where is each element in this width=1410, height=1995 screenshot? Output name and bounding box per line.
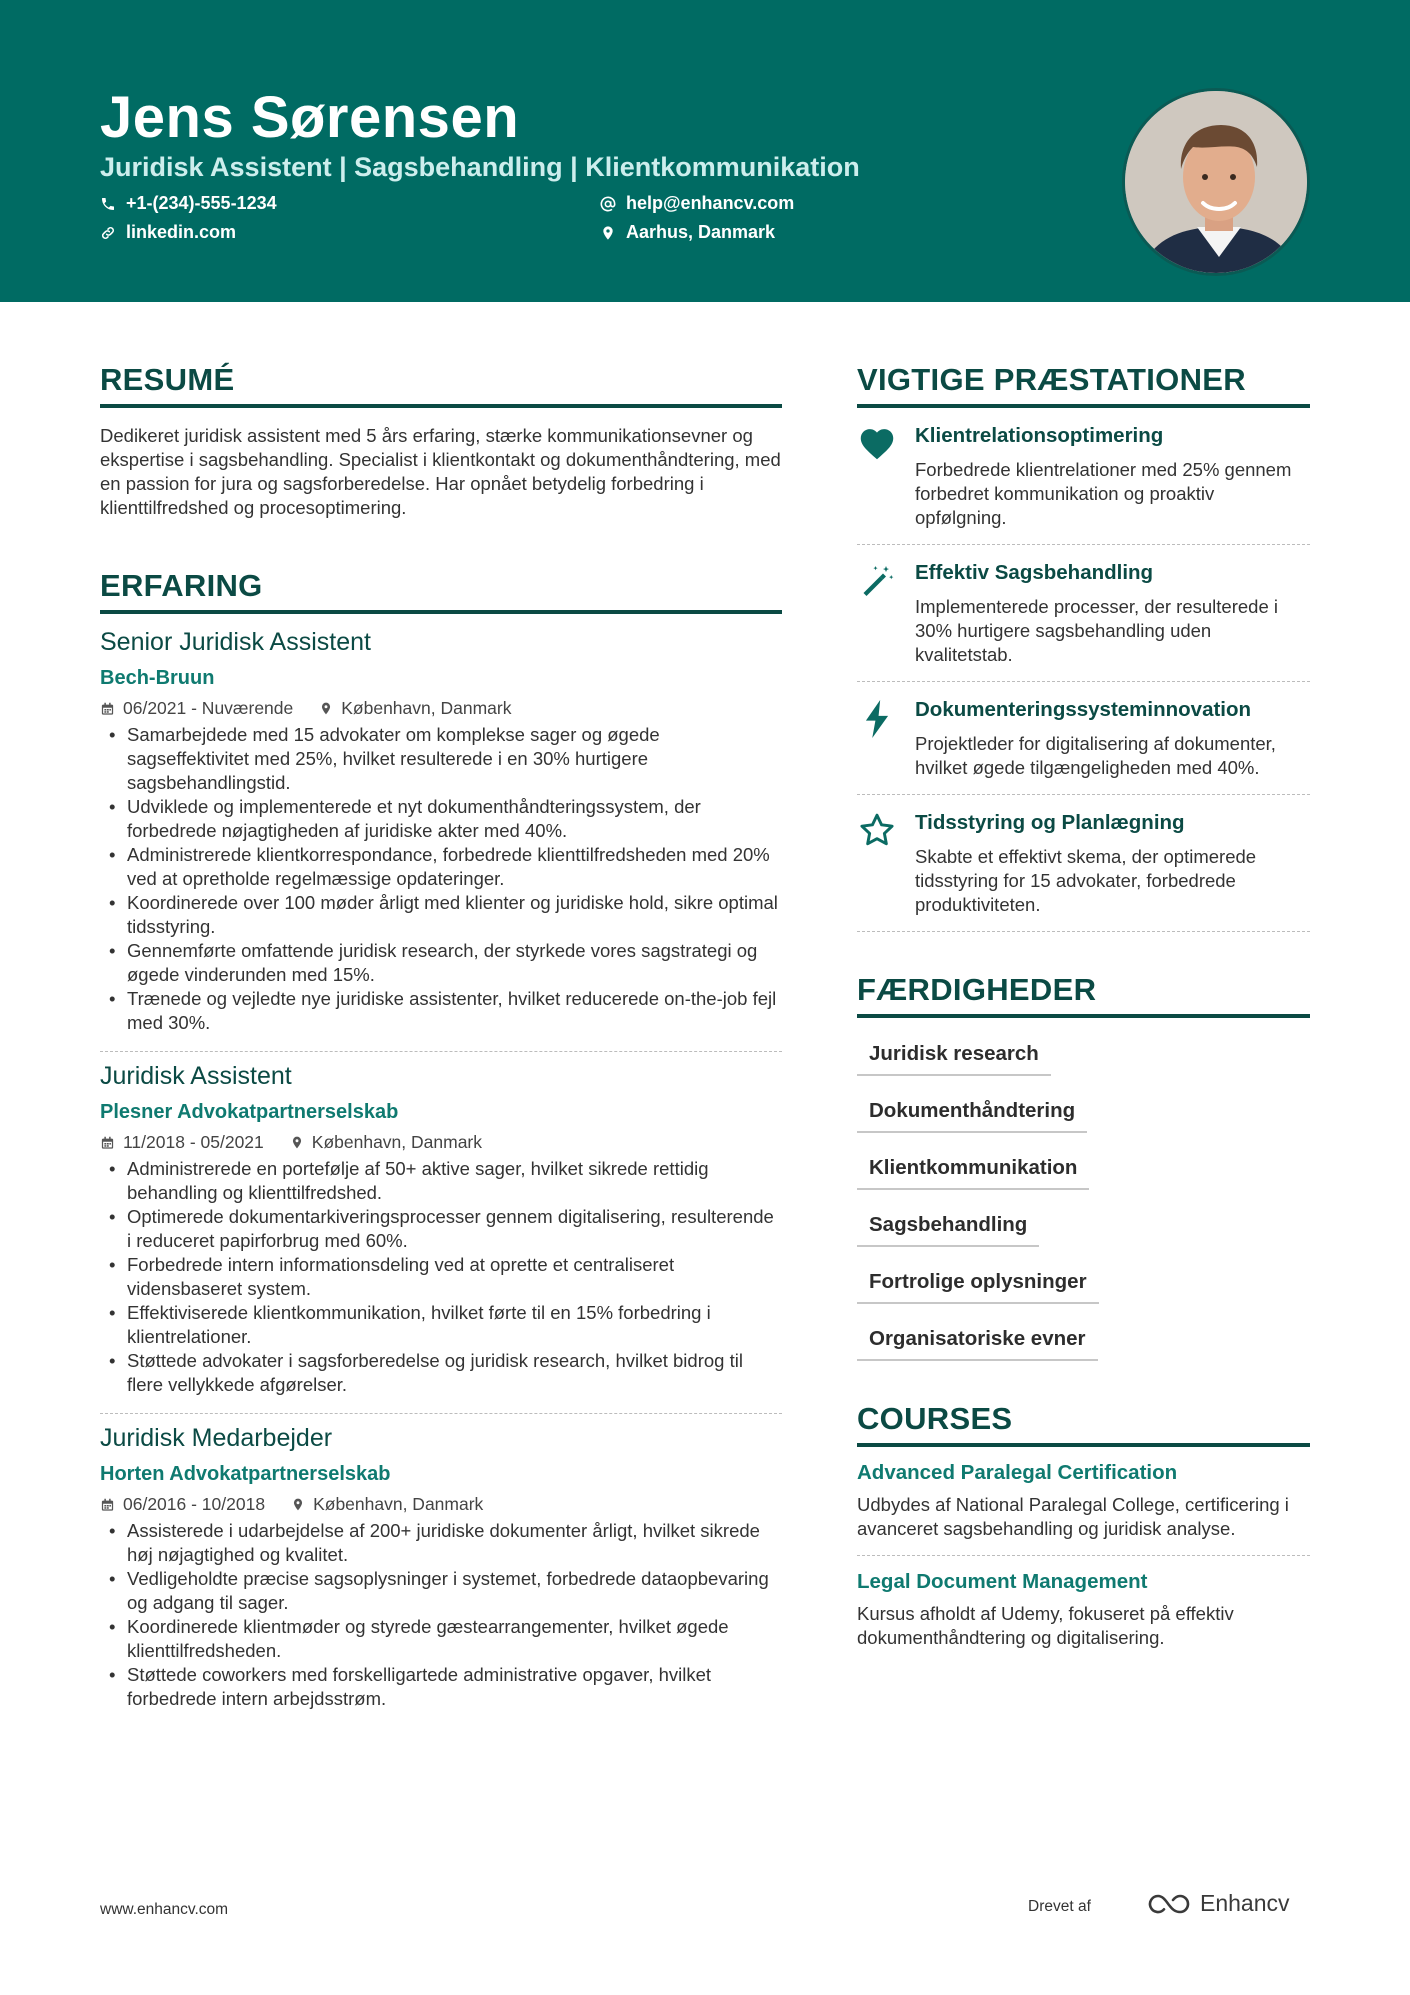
company-name: Bech-Bruun xyxy=(100,667,215,689)
candidate-name: Jens Sørensen xyxy=(100,85,520,150)
portrait-illustration xyxy=(1125,91,1310,276)
left-column xyxy=(100,362,782,1711)
bullet-item: • Koordinerede klientmøder og styrede gæstearrangementer, hvilket øgede klienttilfredsheden. xyxy=(100,1615,782,1663)
bullet-item: • Effektiviserede klientkommunikation, hvilket førte til en 15% forbedring i klientrelationer. xyxy=(100,1301,782,1349)
skills-title: FÆRDIGHEDER xyxy=(857,972,1310,1018)
contact-phone xyxy=(100,193,277,214)
location-value: Aarhus, Danmark xyxy=(626,222,776,242)
experience-item xyxy=(100,1051,782,1397)
link-icon xyxy=(100,225,116,241)
skills-list xyxy=(857,1032,1310,1361)
magic-wand-icon xyxy=(859,563,895,599)
profile-photo xyxy=(1122,88,1310,276)
achievement-desc: Projektleder for digitalisering af dokumenter, hvilket øgede tilgængeligheden med 40%. xyxy=(915,733,1276,778)
linkedin-value[interactable]: linkedin.com xyxy=(126,222,237,242)
job-location: København, Danmark xyxy=(341,698,512,718)
footer-url[interactable]: www.enhancv.com xyxy=(100,1901,229,1918)
contact-linkedin[interactable] xyxy=(100,222,236,243)
location-pin-icon xyxy=(600,225,616,241)
location-pin-icon xyxy=(290,1134,304,1151)
summary-title: RESUMÉ xyxy=(100,362,782,408)
course-title: Legal Document Management xyxy=(857,1570,1148,1593)
job-meta xyxy=(100,698,782,719)
bullet-item: • Støttede coworkers med forskelligartede administrative opgaver, hvilket forbedrede intern arbejdsstrøm. xyxy=(100,1663,782,1711)
job-bullets xyxy=(100,1157,782,1397)
job-title: Juridisk Assistent xyxy=(100,1062,292,1090)
experience-title: ERFARING xyxy=(100,568,782,614)
achievement-title: Tidsstyring og Planlægning xyxy=(915,811,1185,834)
achievement-desc: Implementerede processer, der resulterede i 30% hurtigere sagsbehandling uden kvalitetstab. xyxy=(915,596,1278,665)
job-title: Senior Juridisk Assistent xyxy=(100,628,371,656)
lightning-bolt-icon xyxy=(864,700,890,738)
achievement-item xyxy=(857,408,1310,545)
experience-item xyxy=(100,628,782,1035)
location-pin-icon xyxy=(319,700,333,717)
achievement-title: Klientrelationsoptimering xyxy=(915,424,1164,447)
company-name: Plesner Advokatpartnerselskab xyxy=(100,1101,399,1123)
enhancv-logo-text: Enhancv xyxy=(1200,1890,1290,1916)
skill-tag: Dokumenthåndtering xyxy=(857,1089,1087,1133)
job-dates: 06/2021 - Nuværende xyxy=(123,698,294,718)
course-desc: Udbydes af National Paralegal College, certificering i avanceret sagsbehandling og juridisk analyse. xyxy=(857,1494,1289,1539)
bullet-item: • Koordinerede over 100 møder årligt med klienter og juridiske hold, sikre optimal tidsstyring. xyxy=(100,891,782,939)
job-location: København, Danmark xyxy=(311,1132,483,1152)
bullet-item: • Trænede og vejledte nye juridiske assistenter, hvilket reducerede on-the-job fejl med 30%. xyxy=(100,987,782,1035)
skill-tag: Fortrolige oplysninger xyxy=(857,1260,1099,1304)
achievement-item xyxy=(857,682,1310,795)
calendar-icon xyxy=(100,1497,115,1513)
location-pin-icon xyxy=(291,1496,305,1513)
phone-value: +1-(234)-555-1234 xyxy=(126,193,277,213)
achievement-title: Effektiv Sagsbehandling xyxy=(915,561,1154,584)
achievement-item xyxy=(857,545,1310,682)
phone-icon xyxy=(100,196,116,212)
summary-text: Dedikeret juridisk assistent med 5 års erfaring, stærke kommunikationsevner og ekspertise i sagsbehandling. Specialist i klientkontakt og dokumenthåndtering, med en passion for jura og sagsforberedelse. Har opnået betydelig forbedring i klienttilfredshed og procesoptimering. xyxy=(100,425,781,518)
course-desc: Kursus afholdt af Udemy, fokuseret på effektiv dokumenthåndtering og digitalisering. xyxy=(857,1603,1234,1648)
header-banner xyxy=(0,0,1410,302)
job-location: København, Danmark xyxy=(313,1494,484,1514)
star-icon xyxy=(859,813,895,847)
bullet-item: • Forbedrede intern informationsdeling ved at oprette et centraliseret vidensbaseret system. xyxy=(100,1253,782,1301)
company-name: Horten Advokatpartnerselskab xyxy=(100,1463,391,1485)
bullet-item: • Samarbejdede med 15 advokater om komplekse sager og øgede sagseffektivitet med 25%, hvilket resulterede i en 30% hurtigere sagsbehandlingstid. xyxy=(100,723,782,795)
job-dates: 11/2018 - 05/2021 xyxy=(123,1132,264,1152)
contact-location xyxy=(600,222,775,243)
email-value[interactable]: help@enhancv.com xyxy=(626,193,795,213)
course-title: Advanced Paralegal Certification xyxy=(857,1461,1178,1484)
achievement-item xyxy=(857,795,1310,932)
footer-powered-by: Drevet af xyxy=(1028,1898,1091,1915)
bullet-item: • Assisterede i udarbejdelse af 200+ juridiske dokumenter årligt, hvilket sikrede høj nøjagtighed og kvalitet. xyxy=(100,1519,782,1567)
skill-tag: Organisatoriske evner xyxy=(857,1317,1098,1361)
courses-title: COURSES xyxy=(857,1401,1310,1447)
achievements-title: VIGTIGE PRÆSTATIONER xyxy=(857,362,1310,408)
skill-tag: Sagsbehandling xyxy=(857,1203,1039,1247)
course-item xyxy=(857,1555,1310,1660)
bullet-item: • Udviklede og implementerede et nyt dokumenthåndteringssystem, der forbedrede nøjagtigheden af juridiske akter med 40%. xyxy=(100,795,782,843)
candidate-headline: Juridisk Assistent | Sagsbehandling | Klientkommunikation xyxy=(100,152,860,182)
calendar-icon xyxy=(100,701,115,717)
skill-tag: Juridisk research xyxy=(857,1032,1051,1076)
enhancv-logo-icon xyxy=(1146,1892,1192,1916)
bullet-item: • Optimerede dokumentarkiveringsprocesser gennem digitalisering, resulterende i reduceret papirforbrug med 60%. xyxy=(100,1205,782,1253)
job-bullets xyxy=(100,723,782,1035)
enhancv-logo[interactable] xyxy=(1146,1890,1290,1917)
achievement-title: Dokumenteringssysteminnovation xyxy=(915,698,1252,721)
skill-tag: Klientkommunikation xyxy=(857,1146,1089,1190)
bullet-item: • Gennemførte omfattende juridisk research, der styrkede vores sagstrategi og øgede vinderunden med 15%. xyxy=(100,939,782,987)
course-item xyxy=(857,1447,1310,1551)
contact-email[interactable] xyxy=(600,193,794,214)
bullet-item: • Administrerede klientkorrespondance, forbedrede klienttilfredsheden med 20% ved at opretholde regelmæssige opdateringer. xyxy=(100,843,782,891)
calendar-icon xyxy=(100,1135,115,1151)
job-bullets xyxy=(100,1519,782,1711)
bullet-item: • Støttede advokater i sagsforberedelse og juridisk research, hvilket bidrog til flere vellykkede afgørelser. xyxy=(100,1349,782,1397)
achievement-desc: Skabte et effektivt skema, der optimerede tidsstyring for 15 advokater, forbedrede produktiviteten. xyxy=(915,846,1257,915)
heart-icon xyxy=(858,426,896,460)
job-meta xyxy=(100,1132,782,1153)
job-title: Juridisk Medarbejder xyxy=(100,1424,333,1452)
bullet-item: • Vedligeholdte præcise sagsoplysninger i systemet, forbedrede dataopbevaring og adgang til sager. xyxy=(100,1567,782,1615)
job-dates: 06/2016 - 10/2018 xyxy=(123,1494,266,1514)
achievement-desc: Forbedrede klientrelationer med 25% gennem forbedret kommunikation og proaktiv opfølgning. xyxy=(915,459,1292,528)
right-column xyxy=(857,362,1310,1660)
experience-item xyxy=(100,1413,782,1711)
bullet-item: • Administrerede en portefølje af 50+ aktive sager, hvilket sikrede rettidig behandling og klienttilfredshed. xyxy=(100,1157,782,1205)
job-meta xyxy=(100,1494,782,1515)
at-sign-icon xyxy=(600,196,616,212)
